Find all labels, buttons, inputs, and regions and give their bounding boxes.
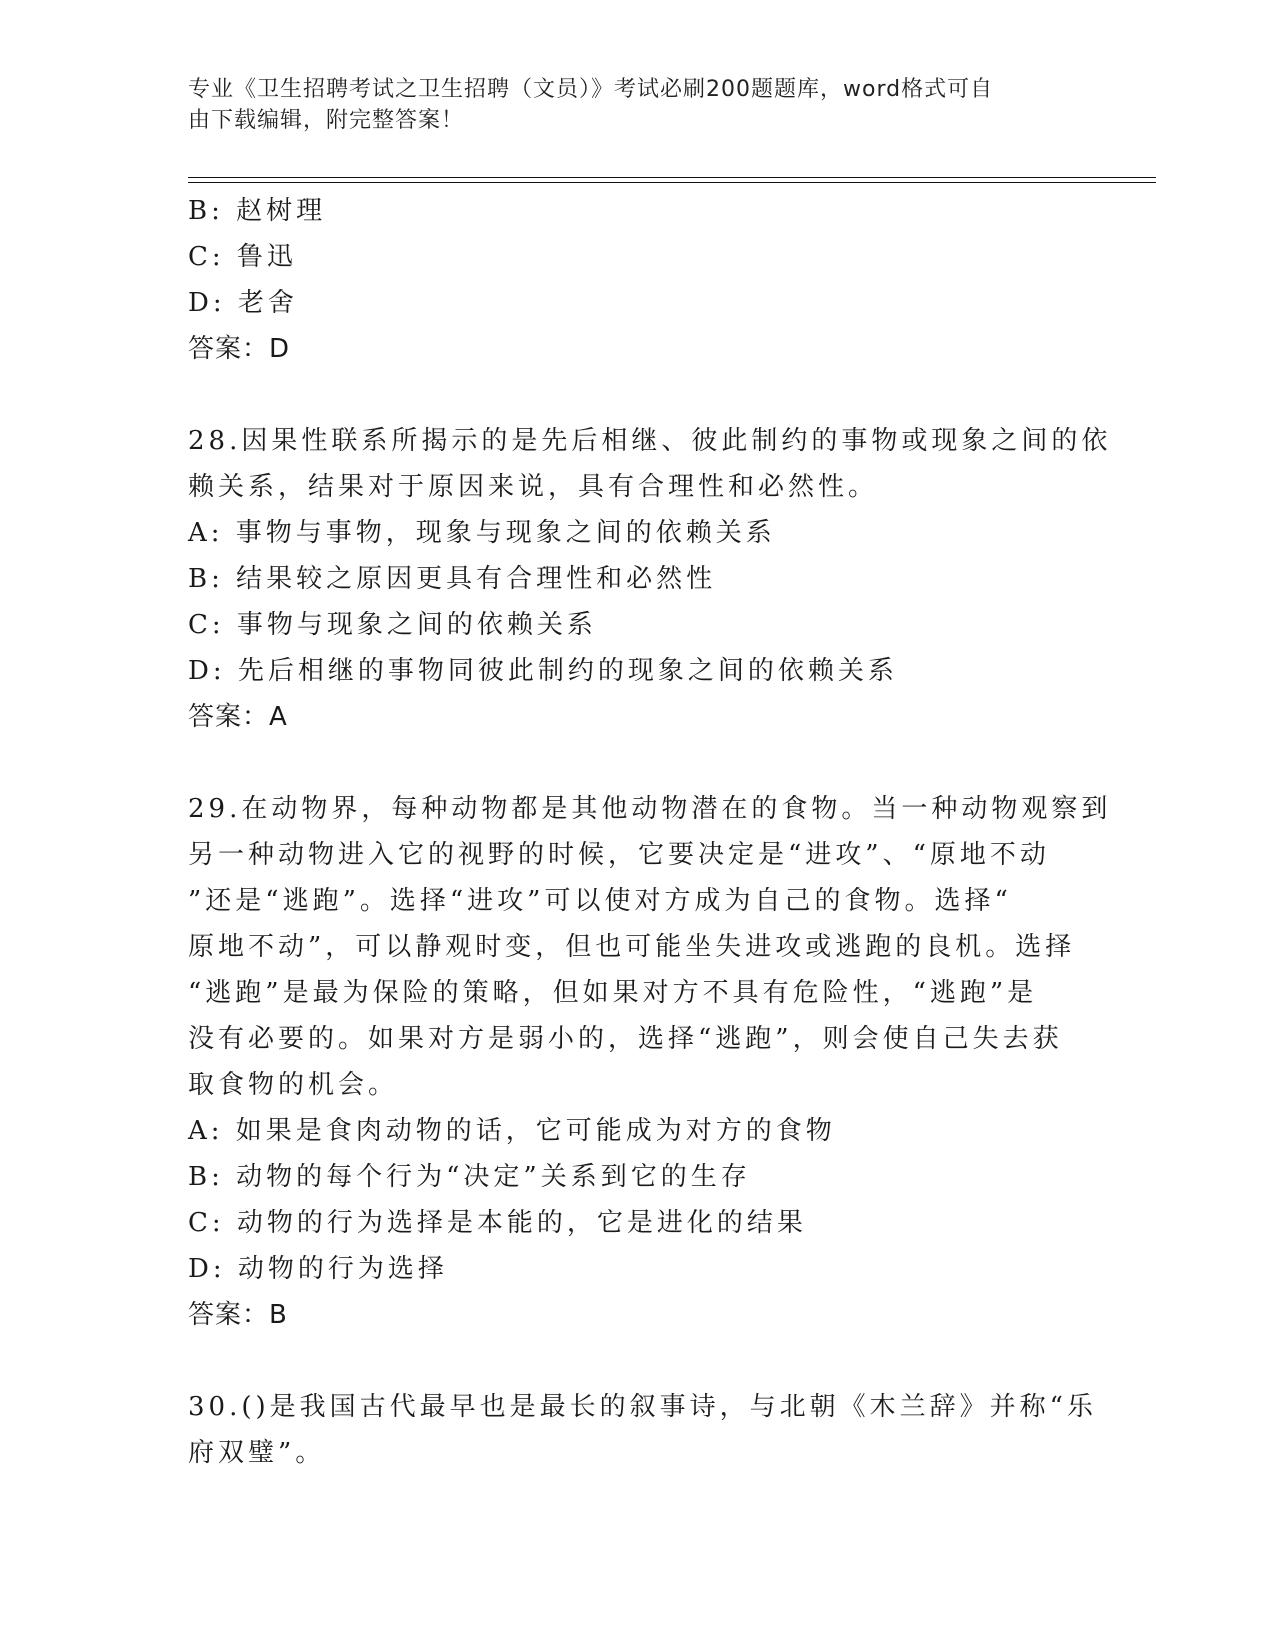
question-27-tail: [188, 188, 1088, 372]
answer-line: 答案：D: [188, 334, 291, 364]
option-c: C: 动物的行为选择是本能的，它是进化的结果: [188, 1208, 807, 1238]
document-header: [188, 74, 1088, 136]
option-d: D: 动物的行为选择: [188, 1254, 448, 1284]
option-c: C: 事物与现象之间的依赖关系: [188, 610, 597, 640]
header-line-1: 专业《卫生招聘考试之卫生招聘（文员）》考试必刷200题题库，word格式可自: [188, 77, 994, 102]
option-b: B: 动物的每个行为“决定”关系到它的生存: [188, 1162, 751, 1192]
option-c: C: 鲁迅: [188, 242, 297, 272]
question-stem-line: 28.因果性联系所揭示的是先后相继、彼此制约的事物或现象之间的依: [188, 426, 1112, 456]
header-double-rule: [188, 177, 1156, 183]
answer-line: 答案：B: [188, 1300, 288, 1330]
question-stem-line: 没有必要的。如果对方是弱小的，选择“逃跑”，则会使自己失去获: [188, 1024, 1063, 1054]
document-body: [188, 188, 1112, 1476]
option-d: D: 老舍: [188, 288, 298, 318]
question-stem-line: ”还是“逃跑”。选择“进攻”可以使对方成为自己的食物。选择“: [188, 886, 1012, 916]
question-stem-line: 取食物的机会。: [188, 1070, 399, 1100]
question-stem-line: 另一种动物进入它的视野的时候，它要决定是“进攻”、“原地不动: [188, 840, 1050, 870]
question-stem-line: 府双璧”。: [188, 1438, 326, 1468]
question-stem-line: 赖关系，结果对于原因来说，具有合理性和必然性。: [188, 472, 879, 502]
question-stem-line: “逃跑”是最为保险的策略，但如果对方不具有危险性，“逃跑”是: [188, 978, 1038, 1008]
header-line-2: 由下载编辑，附完整答案！: [188, 108, 465, 133]
option-b: B: 赵树理: [188, 196, 327, 226]
answer-line: 答案：A: [188, 702, 288, 732]
option-b: B: 结果较之原因更具有合理性和必然性: [188, 564, 717, 594]
question-stem-line: 30.()是我国古代最早也是最长的叙事诗，与北朝《木兰辞》并称“乐: [188, 1392, 1097, 1422]
question-30: [188, 1384, 1097, 1476]
question-stem-line: 原地不动”，可以静观时变，但也可能坐失进攻或逃跑的良机。选择: [188, 932, 1076, 962]
question-29: [188, 786, 1112, 1338]
question-28: [188, 418, 1112, 740]
option-d: D: 先后相继的事物同彼此制约的现象之间的依赖关系: [188, 656, 898, 686]
option-a: A: 事物与事物，现象与现象之间的依赖关系: [188, 518, 776, 548]
question-stem-line: 29.在动物界，每种动物都是其他动物潜在的食物。当一种动物观察到: [188, 794, 1112, 824]
option-a: A: 如果是食肉动物的话，它可能成为对方的食物: [188, 1116, 836, 1146]
